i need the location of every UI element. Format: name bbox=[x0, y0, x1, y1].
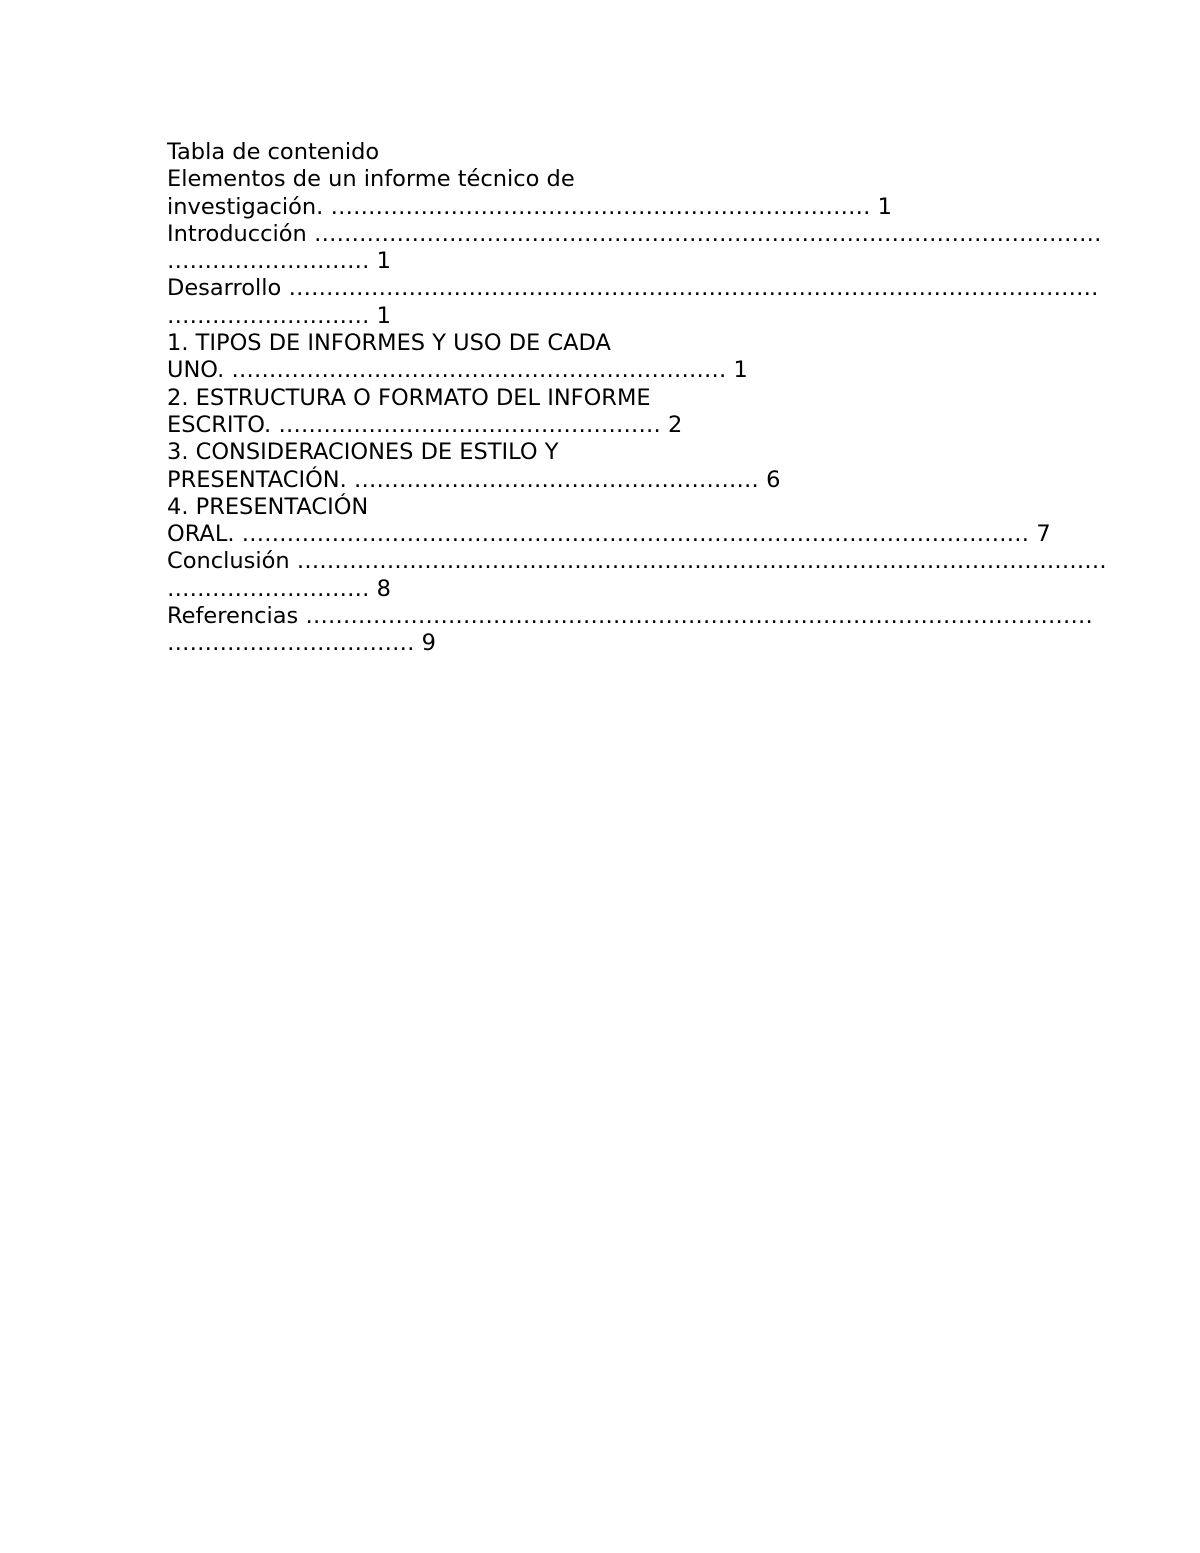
toc-entry-tipos-de-informes[interactable] bbox=[167, 330, 1047, 385]
toc-entry-line: …………………………… 9 bbox=[167, 630, 436, 657]
toc-entry-conclusion[interactable] bbox=[167, 548, 1107, 603]
toc-entry-line: 3. CONSIDERACIONES DE ESTILO Y bbox=[167, 439, 559, 466]
toc-entry-line: PRESENTACIÓN. ……………………………………………… 6 bbox=[167, 466, 781, 493]
toc-entry-consideraciones[interactable] bbox=[167, 439, 1047, 494]
toc-title: Tabla de contenido bbox=[167, 139, 380, 165]
toc-entry-line: ……………………… 1 bbox=[167, 302, 391, 329]
toc-entry-line: ……………………… 1 bbox=[167, 248, 391, 275]
toc-entry-desarrollo[interactable] bbox=[167, 275, 1099, 330]
toc-entry-line: 4. PRESENTACIÓN bbox=[167, 493, 369, 520]
toc-entry-line: Desarrollo ……………………………………………………………………………………………… bbox=[167, 275, 1099, 302]
toc-entry-line: ESCRITO. …………………………………………… 2 bbox=[167, 411, 683, 438]
toc-entry-presentacion-oral[interactable] bbox=[167, 493, 1051, 549]
toc-entry-elementos[interactable] bbox=[167, 166, 1047, 221]
toc-entry-line: 1. TIPOS DE INFORMES Y USO DE CADA bbox=[167, 330, 611, 357]
toc-entry-line: ……………………… 8 bbox=[167, 575, 391, 602]
toc-entry-line: investigación. ……………………………………………………………… 1 bbox=[167, 193, 892, 220]
toc-entry-line: Introducción …………………………………………………………………………………………… bbox=[167, 220, 1102, 247]
toc-entry-estructura[interactable] bbox=[167, 385, 1047, 440]
toc-entry-line: Elementos de un informe técnico de bbox=[167, 166, 575, 193]
toc-entry-line: 2. ESTRUCTURA O FORMATO DEL INFORME bbox=[167, 384, 651, 411]
table-of-contents bbox=[167, 139, 1107, 658]
toc-entry-introduccion[interactable] bbox=[167, 220, 1102, 276]
toc-entry-line: Referencias …………………………………………………………………………………………… bbox=[167, 603, 1093, 630]
toc-entry-line: ORAL. …………………………………………………………………………………………… 7 bbox=[167, 521, 1051, 548]
toc-entry-line: Conclusión ……………………………………………………………………………………………… bbox=[167, 548, 1107, 575]
toc-entry-line: UNO. ………………………………………………………… 1 bbox=[167, 357, 748, 384]
toc-entry-referencias[interactable] bbox=[167, 603, 1093, 658]
